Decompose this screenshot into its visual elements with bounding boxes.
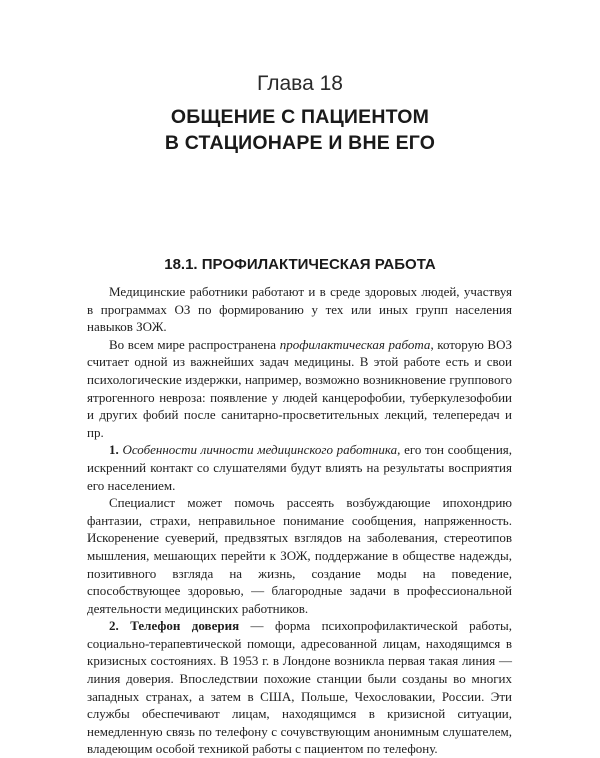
- paragraph-2-start: Во всем мире распространена: [109, 336, 280, 352]
- chapter-title-line-2: В СТАЦИОНАРЕ И ВНЕ ЕГО: [164, 132, 436, 154]
- paragraph-1: Медицинские работники работают и в среде здоровых людей, участвуя в программах ОЗ по формированию у тех или иных групп населения навыков ЗОЖ.: [87, 284, 512, 335]
- paragraph-2-term: профилактическая работа: [279, 336, 431, 352]
- item-2-title: Телефон доверия: [130, 618, 240, 634]
- item-1-title: Особенности личности медицинского работника: [122, 442, 398, 458]
- paragraph-2: [87, 336, 512, 442]
- paragraph-3: [87, 441, 512, 494]
- item-2-number: 2.: [109, 618, 119, 634]
- chapter-title-line-1: ОБЩЕНИЕ С ПАЦИЕНТОМ: [170, 106, 430, 128]
- body-text: [87, 283, 512, 758]
- paragraph-3-rest: , его тон сообщения, искренний контакт со слушателями будут влиять на результаты восприятия его населением.: [87, 442, 513, 493]
- chapter-label: Глава 18: [257, 72, 343, 95]
- item-1-number: 1.: [109, 442, 119, 458]
- paragraph-2-rest: , которую ВОЗ считает одной из важнейших задач медицины. В этой работе есть и свои психологические издержки, например, возможно возникновение группового ятрогенного невроза: появление у людей канцерофобии, туберкулезофобии и других фобий после санитарно-просветительных лекций, телепередач и пр.: [87, 336, 512, 440]
- chapter-title: [0, 104, 600, 156]
- paragraph-5-rest: — форма психопрофилактической работы, социально-терапевтической помощи, адресованной лицам, находящимся в кризисных состояниях. В 1953 г. в Лондоне возникла первая такая линия — линия доверия. Впоследствии похожие станции были созданы во многих западных странах, а затем в США, Польше, Чехословакии, России. Эти службы обеспечивают лицам, находящимся в кризисной ситуации, немедленную связь по телефону с сочувствующим анонимным слушателем, владеющим особой техникой работы с пациентом по телефону.: [87, 618, 513, 757]
- paragraph-5: [87, 617, 512, 758]
- paragraph-4: Специалист может помочь рассеять возбуждающие ипохондрию фантазии, страхи, неправильное понимание сообщения, напряженность. Искоренение суеверий, предвзятых взглядов на заболевания, стереотипов мышления, мешающих перейти к ЗОЖ, поддержание в обществе надежды, позитивного взгляда на жизнь, создание моды на поведение, способствующее здоровью, — благородные задачи в профессиональной деятельности медицинских работников.: [87, 495, 512, 616]
- section-title: 18.1. ПРОФИЛАКТИЧЕСКАЯ РАБОТА: [164, 256, 436, 273]
